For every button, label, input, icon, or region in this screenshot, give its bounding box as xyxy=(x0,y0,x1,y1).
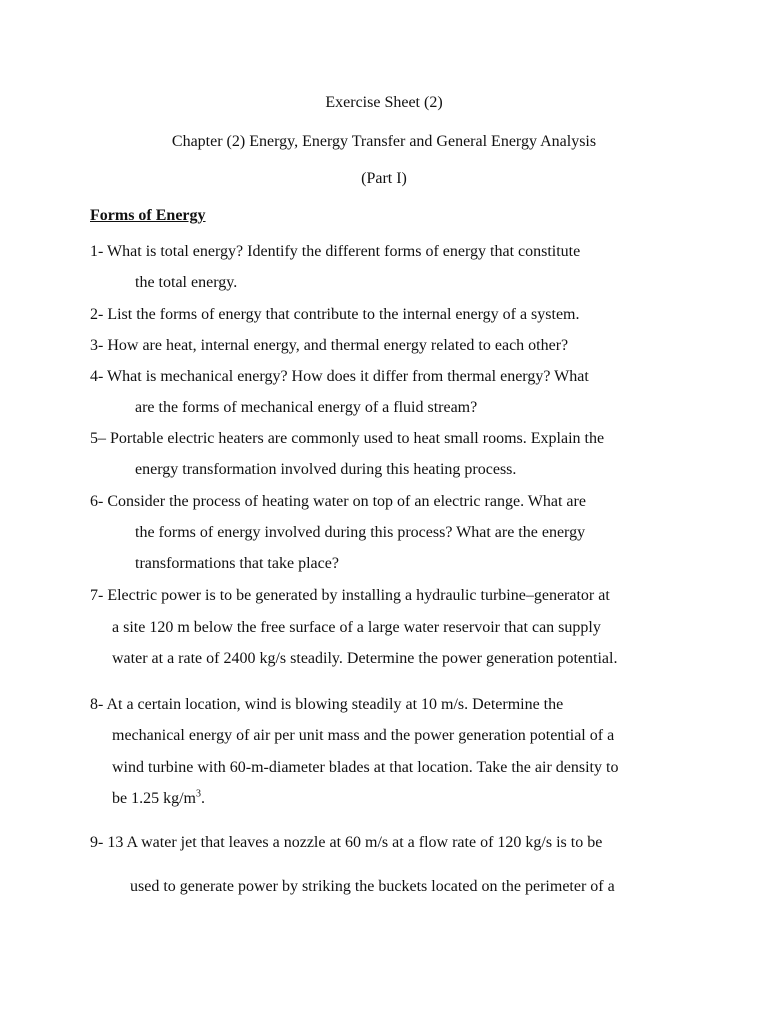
question-6-line-1: 6- Consider the process of heating water on top of an electric range. What are xyxy=(90,493,586,510)
question-1-line-1: 1- What is total energy? Identify the different forms of energy that constitute xyxy=(90,243,581,260)
question-8-line-4 xyxy=(112,790,205,808)
question-8-line-2: mechanical energy of air per unit mass and the power generation potential of a xyxy=(112,727,615,744)
question-7-line-1: 7- Electric power is to be generated by installing a hydraulic turbine–generator at xyxy=(90,587,610,604)
question-9-line-1: 9- 13 A water jet that leaves a nozzle at 60 m/s at a flow rate of 120 kg/s is to be xyxy=(90,834,603,851)
question-5-line-1: 5– Portable electric heaters are commonly used to heat small rooms. Explain the xyxy=(90,430,605,447)
question-8-line-4-end: . xyxy=(201,790,205,807)
question-4-line-1: 4- What is mechanical energy? How does it differ from thermal energy? What xyxy=(90,368,589,385)
question-8-line-1: 8- At a certain location, wind is blowing steadily at 10 m/s. Determine the xyxy=(90,696,564,713)
question-5-line-2: energy transformation involved during this heating process. xyxy=(135,461,517,478)
section-heading: Forms of Energy xyxy=(90,207,206,224)
sheet-title: Exercise Sheet (2) xyxy=(325,94,443,111)
question-3-line-1: 3- How are heat, internal energy, and thermal energy related to each other? xyxy=(90,337,569,354)
question-7-line-3: water at a rate of 2400 kg/s steadily. Determine the power generation potential. xyxy=(112,650,618,667)
question-6-line-2: the forms of energy involved during this process? What are the energy xyxy=(135,524,586,541)
question-8-line-4-text: be 1.25 kg/m xyxy=(112,790,196,807)
question-8-line-3: wind turbine with 60-m-diameter blades at that location. Take the air density to xyxy=(112,759,619,776)
chapter-title: Chapter (2) Energy, Energy Transfer and General Energy Analysis xyxy=(171,133,597,150)
question-1-line-2: the total energy. xyxy=(135,274,238,291)
part-label: (Part I) xyxy=(361,170,407,187)
question-2-line-1: 2- List the forms of energy that contribute to the internal energy of a system. xyxy=(90,306,580,323)
question-7-line-2: a site 120 m below the free surface of a large water reservoir that can supply xyxy=(112,619,601,636)
question-9-line-2: used to generate power by striking the buckets located on the perimeter of a xyxy=(130,878,615,895)
question-6-line-3: transformations that take place? xyxy=(135,555,339,572)
question-8-superscript: 3 xyxy=(196,788,201,800)
question-4-line-2: are the forms of mechanical energy of a fluid stream? xyxy=(135,399,478,416)
